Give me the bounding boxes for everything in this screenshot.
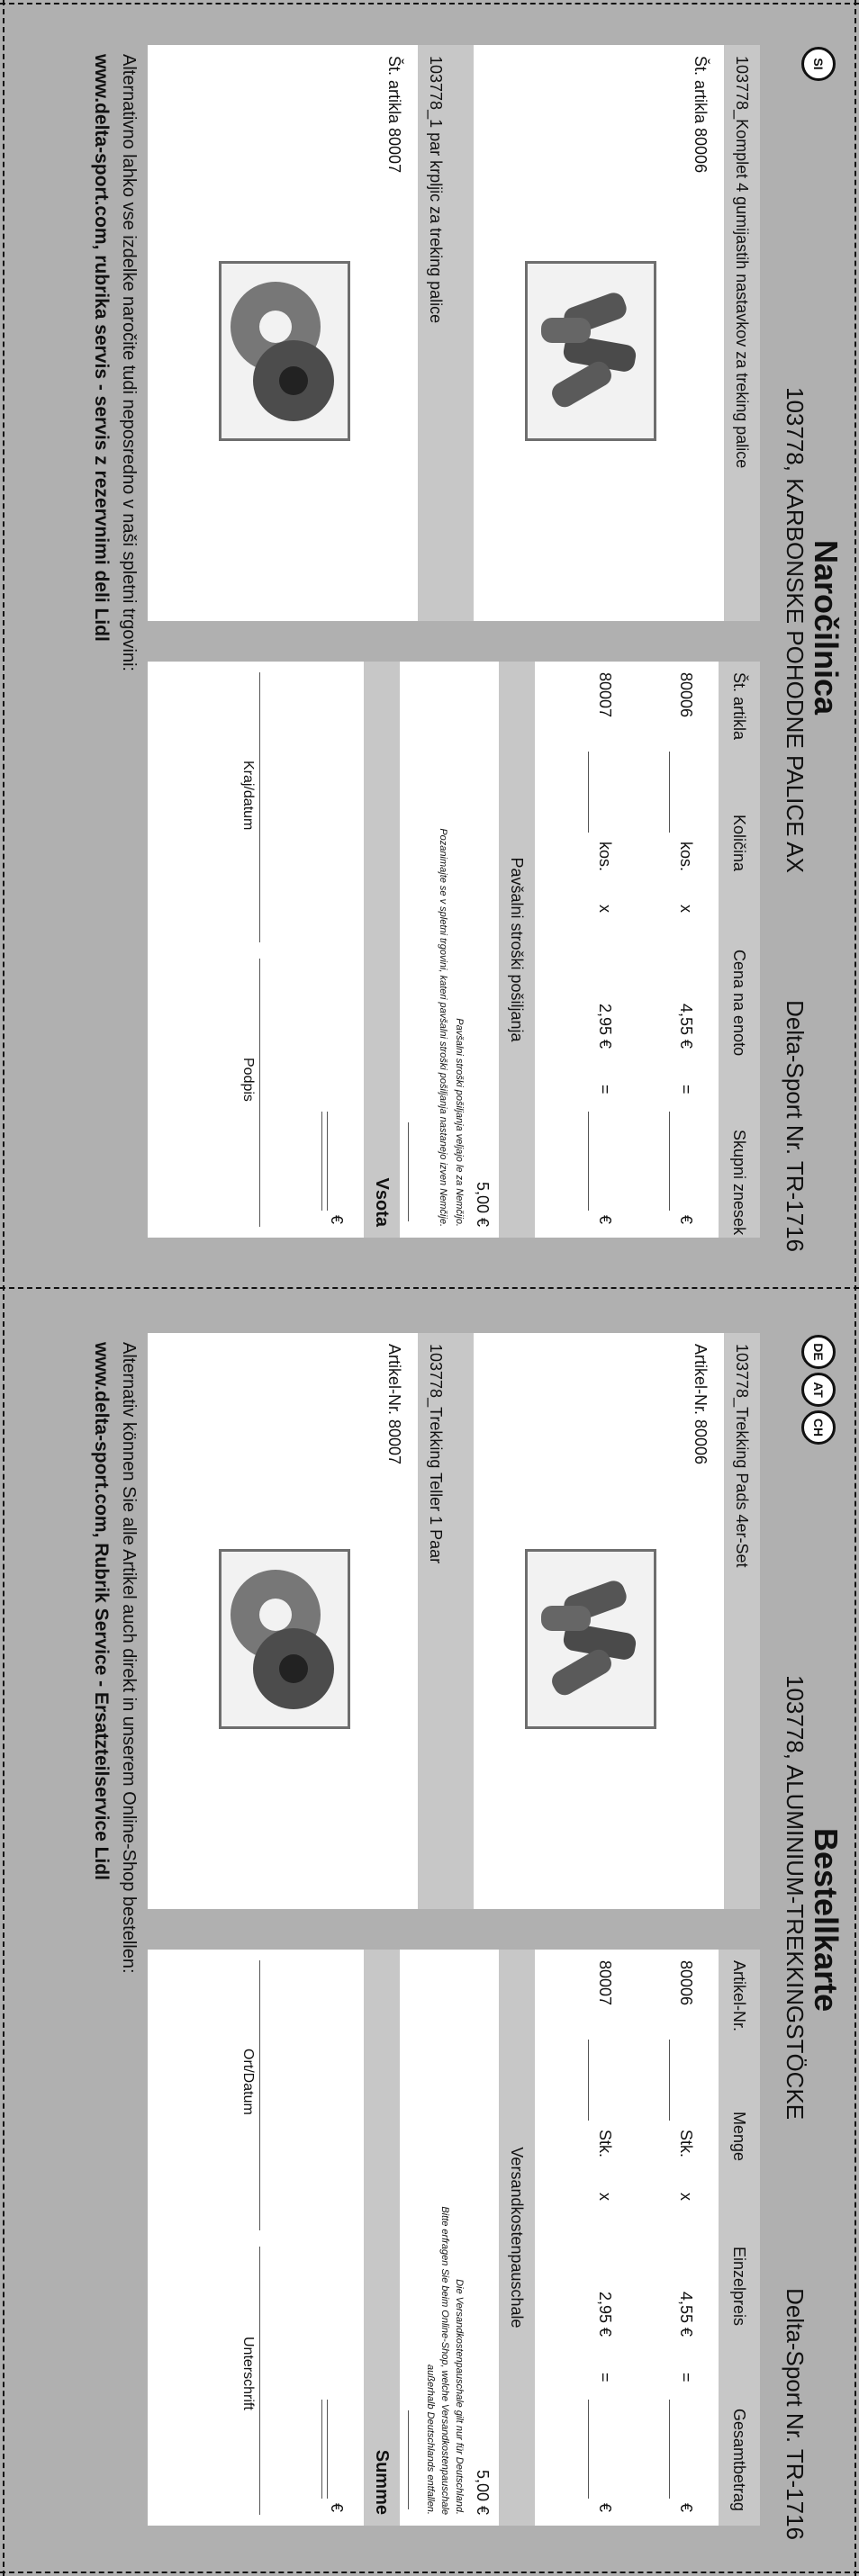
row-unit-price: 2,95 €: [596, 2292, 614, 2337]
order-row: [583, 662, 625, 1238]
row-equals: =: [677, 2373, 695, 2382]
card-title: Bestellkarte: [808, 1828, 845, 2013]
trekking-baskets-photo: [219, 1549, 350, 1729]
fee-line: [408, 1122, 409, 1221]
order-row: [665, 1950, 706, 2526]
panel-divider: [454, 45, 474, 621]
flag-badge: CH: [801, 1410, 836, 1445]
item-article-number: Št. artikla 80006: [692, 56, 710, 174]
sum-line[interactable]: [327, 1112, 328, 1211]
total-line[interactable]: [669, 2400, 670, 2499]
signature-label: Unterschrift: [240, 2337, 256, 2410]
card-title: Naročilnica: [808, 540, 845, 716]
row-currency: €: [596, 1215, 614, 1225]
shipping-fee: 5,00 €: [474, 1181, 492, 1227]
row-unit: kos.: [677, 842, 695, 872]
quantity-line[interactable]: [669, 752, 670, 833]
order-card-de: [0, 1288, 859, 2576]
trekking-pads-photo: [525, 261, 656, 441]
footer-text: Alternativno lahko vse izdelke naročite tudi neposredno v naši spletni trgovini:: [119, 54, 139, 671]
place-date-line[interactable]: [259, 672, 260, 942]
column-header: Cena na enoto: [730, 950, 748, 1057]
sum-line[interactable]: [327, 2400, 328, 2499]
row-times: x: [596, 905, 614, 913]
row-unit: kos.: [596, 842, 614, 872]
quantity-line[interactable]: [588, 2040, 589, 2121]
column-header: Količina: [730, 815, 748, 872]
quantity-line[interactable]: [588, 752, 589, 833]
flag-badge: AT: [801, 1373, 836, 1407]
order-form: [148, 662, 760, 1238]
item-heading: 103778_Trekking Pads 4er-Set: [724, 1333, 760, 1909]
footer-link[interactable]: www.delta-sport.com, rubrika servis - servis z rezervnimi deli Lidl: [91, 54, 112, 642]
place-date-line[interactable]: [259, 1960, 260, 2230]
shipping-heading: Versandkostenpauschale: [499, 1950, 535, 2526]
footer-text: Alternativ können Sie alle Artikel auch direkt in unserem Online-Shop bestellen:: [119, 1342, 139, 1974]
row-equals: =: [677, 1085, 695, 1094]
row-times: x: [677, 2193, 695, 2201]
column-header: Artikel-Nr.: [730, 1960, 748, 2032]
shipping-note: außerhalb Deutschlands entfallen.: [425, 2364, 436, 2515]
country-flags: [801, 1335, 836, 1445]
order-form: [148, 1950, 760, 2526]
row-article-number: 80007: [596, 672, 614, 718]
place-date-label: Ort/Datum: [240, 2049, 256, 2115]
country-flags: [801, 47, 836, 81]
row-article-number: 80006: [677, 672, 695, 718]
row-equals: =: [596, 1085, 614, 1094]
trekking-baskets-photo: [219, 261, 350, 441]
column-header: Št. artikla: [730, 672, 748, 741]
signature-label: Podpis: [240, 1058, 256, 1102]
column-header: Gesamtbetrag: [730, 2409, 748, 2512]
total-line[interactable]: [588, 2400, 589, 2499]
card-header: [760, 0, 859, 1288]
place-date-label: Kraj/datum: [240, 761, 256, 831]
row-unit: Stk.: [596, 2130, 614, 2158]
cut-line: [0, 2571, 859, 2573]
row-article-number: 80007: [596, 1960, 614, 2006]
sum-bar: Vsota: [364, 662, 400, 1238]
item-heading: 103778_Komplet 4 gumijastih nastavkov za treking palice: [724, 45, 760, 621]
sum-bar: Summe: [364, 1950, 400, 2526]
item-panel: [148, 45, 760, 621]
card-subtitle: 103778, KARBONSKE POHODNE PALICE AX: [782, 387, 809, 873]
order-row: [583, 1950, 625, 2526]
shipping-fee: 5,00 €: [474, 2469, 492, 2515]
trekking-pads-photo: [525, 1549, 656, 1729]
cut-line: [0, 1287, 859, 1289]
column-header: Einzelpreis: [730, 2247, 748, 2327]
flag-badge: SI: [801, 47, 836, 81]
item-heading: 103778_1 par krpljic za treking palice: [418, 45, 454, 621]
item-article-number: Št. artikla 80007: [385, 56, 403, 174]
row-currency: €: [677, 2503, 695, 2513]
shipping-note: Pavšalni stroški pošiljanja veljajo le za Nemčijo.: [454, 1018, 465, 1227]
row-currency: €: [677, 1215, 695, 1225]
cut-line: [3, 0, 5, 2576]
item-panel: [148, 1333, 760, 1909]
item-article-number: Artikel-Nr. 80006: [692, 1344, 710, 1465]
panel-divider: [454, 1333, 474, 1909]
shipping-note: Pozanimajte se v spletni trgovini, kateri pavšalni stroški pošiljanja nastanejo izven Nemčije.: [438, 828, 448, 1227]
total-line[interactable]: [669, 1112, 670, 1211]
shipping-note: Die Versandkostenpauschale gilt nur für Deutschland.: [454, 2279, 465, 2515]
quantity-line[interactable]: [669, 2040, 670, 2121]
model-number: Delta-Sport Nr. TR-1716: [782, 2288, 809, 2540]
row-article-number: 80006: [677, 1960, 695, 2006]
row-equals: =: [596, 2373, 614, 2382]
signature-line[interactable]: [259, 2247, 260, 2515]
row-unit: Stk.: [677, 2130, 695, 2158]
shipping-heading: Pavšalni stroški pošiljanja: [499, 662, 535, 1238]
row-unit-price: 4,55 €: [677, 2292, 695, 2337]
card-subtitle: 103778, ALUMINIUM-TREKKINGSTÖCKE: [782, 1675, 809, 2121]
row-currency: €: [596, 2503, 614, 2513]
flag-badge: DE: [801, 1335, 836, 1369]
sum-double-line: [321, 2400, 322, 2499]
row-unit-price: 2,95 €: [596, 1004, 614, 1049]
column-header: Skupni znesek: [730, 1130, 748, 1236]
row-times: x: [596, 2193, 614, 2201]
total-line[interactable]: [588, 1112, 589, 1211]
order-row: [665, 662, 706, 1238]
signature-line[interactable]: [259, 959, 260, 1227]
card-header: [760, 1288, 859, 2576]
sum-double-line: [321, 1112, 322, 1211]
row-unit-price: 4,55 €: [677, 1004, 695, 1049]
footer-link[interactable]: www.delta-sport.com, Rubrik Service - Ersatzteilservice Lidl: [91, 1342, 112, 1880]
shipping-note: Bitte erfragen Sie beim Online-Shop, welche Versandkostenpauschale: [439, 2206, 450, 2515]
row-times: x: [677, 905, 695, 913]
cut-line: [854, 0, 856, 2576]
column-header: Menge: [730, 2112, 748, 2162]
item-article-number: Artikel-Nr. 80007: [385, 1344, 403, 1465]
item-heading: 103778_Trekking Teller 1 Paar: [418, 1333, 454, 1909]
sum-currency: €: [328, 2503, 346, 2513]
model-number: Delta-Sport Nr. TR-1716: [782, 1000, 809, 1252]
cut-line: [0, 3, 859, 5]
sum-currency: €: [328, 1215, 346, 1225]
fee-line: [408, 2410, 409, 2509]
